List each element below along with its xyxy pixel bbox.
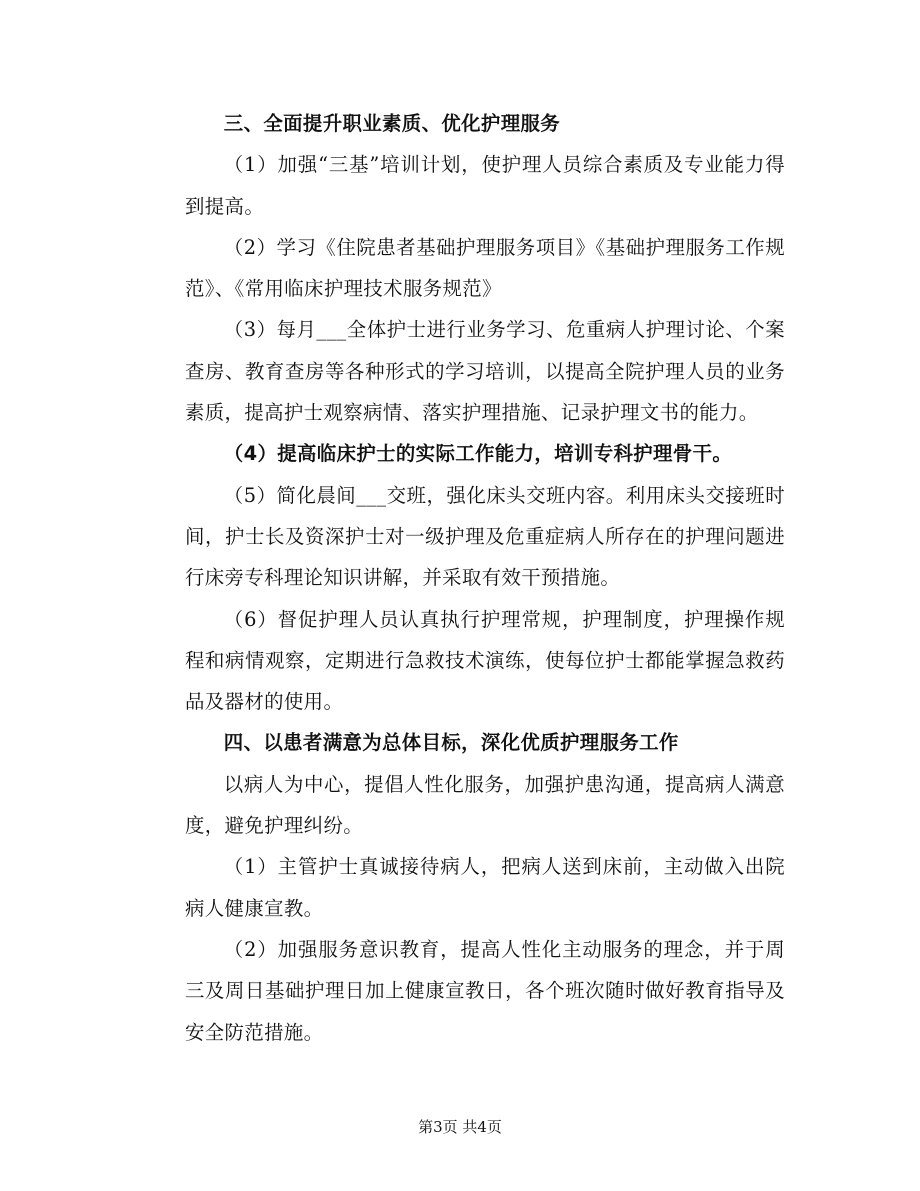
- section-4-heading: 四、以患者满意为总体目标，深化优质护理服务工作: [223, 731, 679, 755]
- document-body: [185, 103, 785, 1053]
- section-4-item-2: （2）加强服务意识教育，提高人性化主动服务的理念，并于周三及周日基础护理日加上健康宣教日，各个班次随时做好教育指导及安全防范措施。: [185, 937, 785, 1044]
- section-3-item-4: （4）提高临床护士的实际工作能力，培训专科护理骨干。: [223, 442, 733, 466]
- section-3-item-2: （2）学习《住院患者基础护理服务项目》《基础护理服务工作规范》、《常用临床护理技术服务规范》: [185, 235, 785, 301]
- section-3-item-6: （6）督促护理人员认真执行护理常规，护理制度，护理操作规程和病情观察，定期进行急救技术演练，使每位护士都能掌握急救药品及器材的使用。: [185, 607, 785, 714]
- section-3-item-5: （5）简化晨间___交班，强化床头交班内容。利用床头交接班时间，护士长及资深护士对一级护理及危重症病人所存在的护理问题进行床旁专科理论知识讲解，并采取有效干预措施。: [185, 483, 785, 590]
- page-number-footer: 第3页 共4页: [418, 1118, 502, 1136]
- section-3-item-3: （3）每月___全体护士进行业务学习、危重病人护理讨论、个案查房、教育查房等各种形式的学习培训，以提高全院护理人员的业务素质，提高护士观察病情、落实护理措施、记录护理文书的能力。: [185, 318, 785, 425]
- section-4-intro: 以病人为中心，提倡人性化服务，加强护患沟通，提高病人满意度，避免护理纠纷。: [185, 772, 785, 838]
- section-3-heading: 三、全面提升职业素质、优化护理服务: [223, 112, 561, 135]
- section-4-item-1: （1）主管护士真诚接待病人，把病人送到床前，主动做入出院病人健康宣教。: [185, 855, 785, 920]
- section-3-item-1: （1）加强“三基”培训计划，使护理人员综合素质及专业能力得到提高。: [185, 153, 785, 218]
